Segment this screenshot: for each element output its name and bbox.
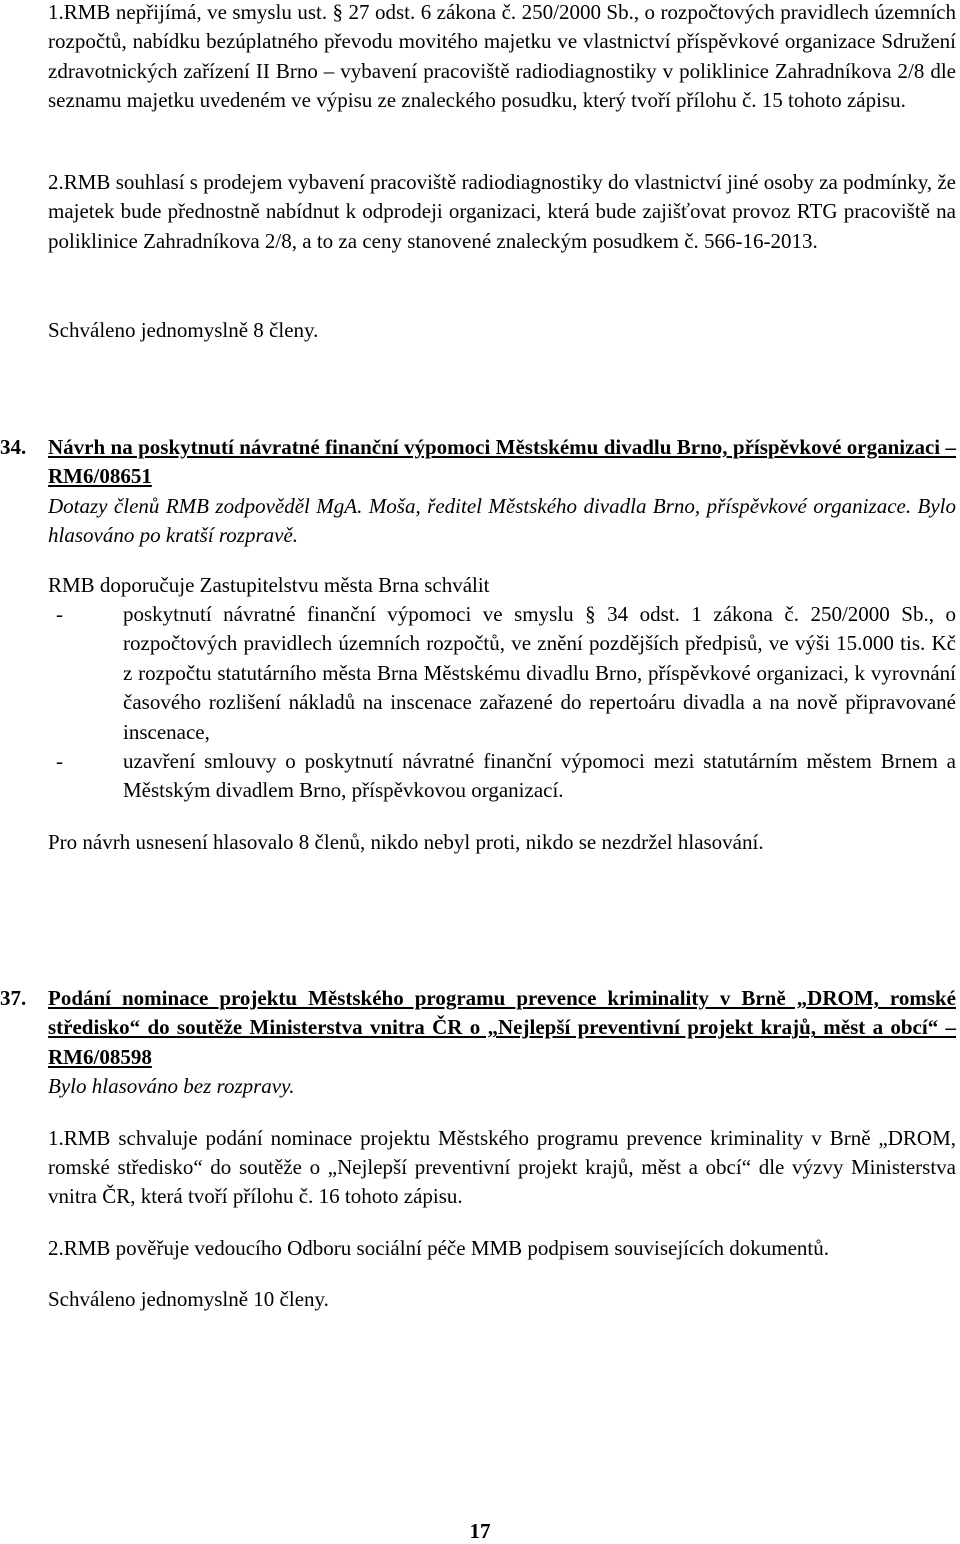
section-37 xyxy=(0,984,956,1315)
section-37-resolution-1: 1.RMB schvaluje podání nominace projektu Městského programu prevence kriminality v Brně „DROM, romské středisko“ do soutěže o „Nejlepší preventivní projekt krajů, měst a obcí“ dle výzvy Ministerstva vnitra ČR, která tvoří přílohu č. 16 tohoto zápisu. xyxy=(48,1125,956,1209)
section-34-vote: Pro návrh usnesení hlasovalo 8 členů, nikdo nebyl proti, nikdo se nezdržel hlasování. xyxy=(48,829,764,854)
list-dash: - xyxy=(56,602,63,627)
section-34-note: Dotazy členů RMB zodpověděl MgA. Moša, ředitel Městského divadla Brno, příspěvkové organizace. Bylo hlasováno po kratší rozpravě. xyxy=(48,493,956,548)
section-34-number: 34. xyxy=(0,435,27,459)
list-dash: - xyxy=(56,749,63,774)
resolution-2-text: 2.RMB souhlasí s prodejem vybavení pracoviště radiodiagnostiky do vlastnictví jiné osoby za podmínky, že majetek bude přednostně nabídnut k odprodeji organizaci, která bude zajišťovat provoz RTG pracoviště na poliklinice Zahradníkova 2/8, a to za ceny stanovené znaleckým posudkem č. 566-16-2013. xyxy=(48,170,956,253)
section-37-resolution-2: 2.RMB pověřuje vedoucího Odboru sociální péče MMB podpisem souvisejících dokumentů. xyxy=(48,1235,829,1260)
section-34-intro: RMB doporučuje Zastupitelstvu města Brna schválit xyxy=(48,572,490,597)
section-37-approval: Schváleno jednomyslně 10 členy. xyxy=(48,1287,329,1312)
page-number: 17 xyxy=(469,1519,491,1543)
list-item: - poskytnutí návratné finanční výpomoci ve smyslu § 34 odst. 1 zákona č. 250/2000 Sb., o rozpočtových pravidlech územních rozpočtů, ve znění pozdějších předpisů, ve výši 15.000 tis. Kč z rozpočtu statutárního města Brna Městskému divadlu Brno, příspěvkové organizaci, k vyrovnání časového rozlišení nákladů na inscenace zařazené do repertoáru divadla a na nově připravované inscenace, xyxy=(56,602,956,744)
section-34-title: Návrh na poskytnutí návratné finanční výpomoci Městskému divadlu Brno, příspěvkové organizaci – RM6/08651 xyxy=(48,435,956,489)
resolution-1-text: 1.RMB nepřijímá, ve smyslu ust. § 27 odst. 6 zákona č. 250/2000 Sb., o rozpočtových pravidlech územních rozpočtů, nabídku bezúplatného převodu movitého majetku ve vlastnictví příspěvkové organizace Sdružení zdravotnických zařízení II Brno – vybavení pracoviště radiodiagnostiky v poliklinice Zahradníkova 2/8 dle seznamu majetku uvedeném ve výpisu ze znaleckého posudku, který tvoří přílohu č. 15 tohoto zápisu. xyxy=(48,0,956,113)
section-37-number: 37. xyxy=(0,986,27,1010)
approval-note-8: Schváleno jednomyslně 8 členy. xyxy=(48,318,319,342)
section-34-list xyxy=(48,600,956,806)
section-37-title: Podání nominace projektu Městského programu prevence kriminality v Brně „DROM, romské středisko“ do soutěže Ministerstva vnitra ČR o „Nejlepší preventivní projekt krajů, měst a obcí“ – RM6/08598 xyxy=(48,986,956,1069)
list-item: - uzavření smlouvy o poskytnutí návratné finanční výpomoci mezi statutárním městem Brnem a Městským divadlem Brno, příspěvkovou organizací. xyxy=(56,749,956,803)
section-34 xyxy=(0,433,956,857)
section-37-note: Bylo hlasováno bez rozpravy. xyxy=(48,1074,295,1099)
